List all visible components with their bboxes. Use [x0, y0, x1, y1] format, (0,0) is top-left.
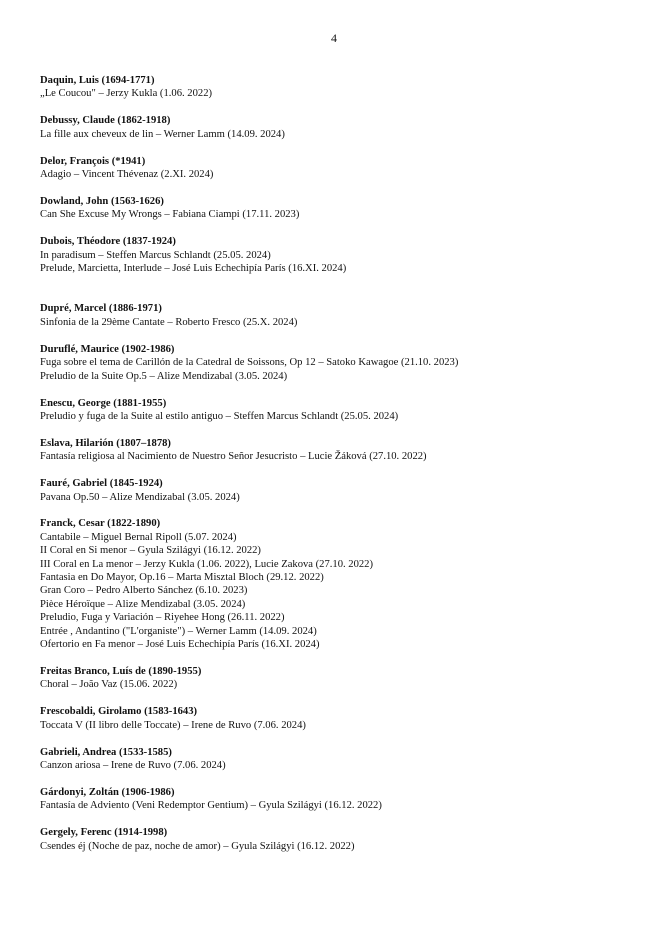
work-line: Cantabile – Miguel Bernal Ripoll (5.07. 2024) [40, 531, 237, 543]
composer-name: Frescobaldi, Girolamo (1583-1643) [40, 706, 198, 718]
work-line: Fantasía religiosa al Nacimiento de Nuestro Señor Jesucristo – Lucie Žáková (27.10. 2022) [40, 451, 427, 463]
composer-name: Gabrieli, Andrea (1533-1585) [40, 746, 172, 758]
work-line: Preludio de la Suite Op.5 – Alize Mendizabal (3.05. 2024) [40, 370, 288, 382]
work-line: Prelude, Marcietta, Interlude – José Luis Echechipía París (16.XI. 2024) [40, 263, 347, 275]
composer-entry [40, 397, 640, 424]
composer-entry [40, 477, 640, 504]
composer-entry [40, 517, 640, 651]
composer-name: Freitas Branco, Luís de (1890-1955) [40, 666, 202, 677]
work-line: La fille aux cheveux de lin – Werner Lamm (14.09. 2024) [40, 128, 285, 140]
composer-name: Enescu, George (1881-1955) [40, 397, 167, 409]
composer-entry [40, 343, 640, 383]
work-line: Preludio y fuga de la Suite al estilo antiguo – Steffen Marcus Schlandt (25.05. 2024) [40, 410, 399, 422]
work-line: Toccata V (II libro delle Toccate) – Irene de Ruvo (7.06. 2024) [40, 719, 306, 731]
work-line: Gran Coro – Pedro Alberto Sánchez (6.10. 2023) [40, 585, 248, 597]
work-line: „Le Coucou" – Jerzy Kukla (1.06. 2022) [40, 88, 213, 100]
work-line: Fuga sobre el tema de Carillón de la Catedral de Soissons, Op 12 – Satoko Kawagoe (21.10. 2023) [40, 357, 459, 369]
composer-name: Delor, François (*1941) [40, 155, 146, 167]
composer-list [40, 74, 640, 867]
composer-name: Dubois, Théodore (1837-1924) [40, 236, 176, 248]
work-line: Sinfonia de la 29ème Cantate – Roberto Fresco (25.X. 2024) [40, 316, 298, 328]
work-line: Entrée , Andantino ("L'organiste") – Werner Lamm (14.09. 2024) [40, 625, 317, 637]
composer-entry [40, 665, 640, 692]
composer-entry [40, 437, 640, 464]
page-number: 4 [331, 31, 337, 45]
composer-name: Gergely, Ferenc (1914-1998) [40, 827, 168, 839]
composer-name: Daquin, Luis (1694-1771) [40, 75, 155, 86]
work-line: Choral – João Vaz (15.06. 2022) [40, 679, 178, 691]
composer-name: Debussy, Claude (1862-1918) [40, 115, 171, 127]
composer-entry [40, 786, 640, 813]
work-line: Ofertorio en Fa menor – José Luis Echechipía París (16.XI. 2024) [40, 639, 320, 651]
composer-name: Dowland, John (1563-1626) [40, 195, 164, 207]
work-line: Preludio, Fuga y Variación – Riyehee Hong (26.11. 2022) [40, 612, 285, 624]
work-line: Canzon ariosa – Irene de Ruvo (7.06. 2024) [40, 760, 226, 772]
composer-entry [40, 195, 640, 222]
composer-entry [40, 155, 640, 182]
work-line: Pavana Op.50 – Alize Mendizabal (3.05. 2024) [40, 491, 240, 503]
composer-name: Franck, Cesar (1822-1890) [40, 518, 161, 530]
composer-entry [40, 302, 640, 329]
work-line: Pièce Héroïque – Alize Mendizabal (3.05. 2024) [40, 598, 246, 610]
work-line: Can She Excuse My Wrongs – Fabiana Ciampi (17.11. 2023) [40, 209, 300, 221]
work-line: II Coral en Si menor – Gyula Szilágyi (16.12. 2022) [40, 545, 261, 557]
composer-entry [40, 74, 640, 101]
work-line: Csendes éj (Noche de paz, noche de amor) – Gyula Szilágyi (16.12. 2022) [40, 840, 355, 852]
composer-entry [40, 826, 640, 853]
composer-name: Fauré, Gabriel (1845-1924) [40, 478, 163, 490]
composer-name: Duruflé, Maurice (1902-1986) [40, 343, 175, 355]
composer-entry [40, 746, 640, 773]
composer-entry [40, 235, 640, 275]
composer-entry [40, 114, 640, 141]
work-line: Fantasía de Adviento (Veni Redemptor Gentium) – Gyula Szilágyi (16.12. 2022) [40, 800, 382, 812]
composer-name: Dupré, Marcel (1886-1971) [40, 303, 162, 315]
work-line: Fantasia en Do Mayor, Op.16 – Marta Misztal Bloch (29.12. 2022) [40, 572, 324, 584]
work-line: III Coral en La menor – Jerzy Kukla (1.06. 2022), Lucie Zakova (27.10. 2022) [40, 558, 374, 570]
work-line: In paradisum – Steffen Marcus Schlandt (25.05. 2024) [40, 249, 271, 261]
composer-entry [40, 705, 640, 732]
composer-name: Eslava, Hilarión (1807–1878) [40, 437, 171, 449]
composer-name: Gárdonyi, Zoltán (1906-1986) [40, 786, 175, 798]
work-line: Adagio – Vincent Thévenaz (2.XI. 2024) [40, 169, 214, 181]
